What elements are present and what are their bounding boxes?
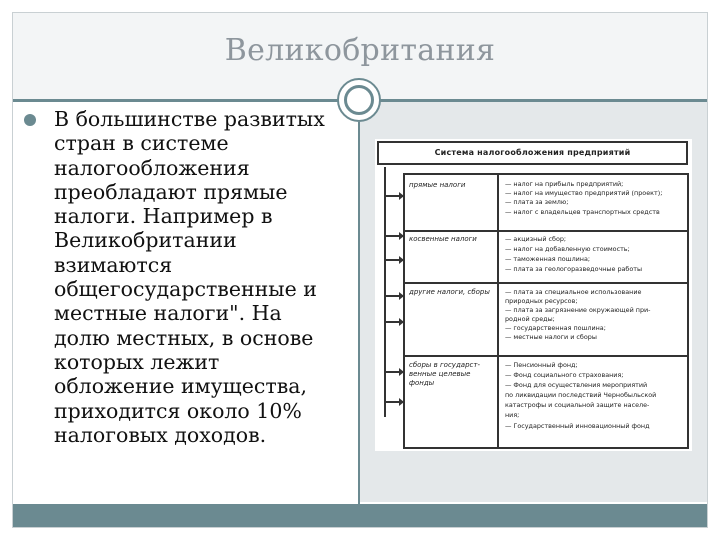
vertical-divider <box>358 122 360 505</box>
diagram-item: — таможенная пошлина; <box>505 255 591 263</box>
bullet-line: местные налоги". На <box>54 301 282 326</box>
diagram-item: — налог на добавленную стоимость; <box>505 245 630 253</box>
diagram-header <box>377 141 688 165</box>
diagram-item: — Пенсионный фонд; <box>505 361 578 369</box>
bullet-line: преобладают прямые <box>54 179 288 204</box>
diagram-arrow-icon <box>384 371 403 373</box>
bullet-line: взимаются <box>54 252 173 277</box>
diagram-item: — Государственный инновационный фонд <box>505 422 650 430</box>
bullet-line: стран в системе <box>54 131 229 156</box>
diagram-arrow-icon <box>384 401 403 403</box>
bullet-line: которых лежит <box>54 349 220 374</box>
diagram-item: — плата за геологоразведочные работы <box>505 265 643 273</box>
bullet-line: обложение имущества, <box>54 374 307 399</box>
diagram-arrow-icon <box>384 259 403 261</box>
bullet-line: Великобритании <box>54 228 237 253</box>
bullet-line: В большинстве развитых <box>54 107 325 131</box>
diagram-grid <box>403 173 689 449</box>
slide-title: Великобритания <box>224 33 496 68</box>
diagram-row-divider <box>405 282 687 284</box>
diagram-item: — налог на имущество предприятий (проект); <box>505 189 663 197</box>
diagram-item: природных ресурсов; <box>505 297 578 305</box>
diagram-category: косвенные налоги <box>409 235 477 243</box>
diagram-item: — налог с владельцев транспортных средств <box>505 208 660 216</box>
diagram-category: прямые налоги <box>409 181 466 189</box>
diagram-column-divider <box>497 175 499 447</box>
bullet-line: налогообложения <box>54 155 250 180</box>
diagram-arrow-icon <box>384 195 403 197</box>
bullet-line: налоги. Например в <box>54 204 273 229</box>
diagram-item: — акцизный сбор; <box>505 235 567 243</box>
diagram-item: ния; <box>505 411 520 419</box>
diagram-row-divider <box>405 230 687 232</box>
bullet-line: общегосударственные и <box>54 277 317 302</box>
diagram-item: катастрофы и социальной защите населе- <box>505 401 650 409</box>
bullet-dot-icon <box>24 114 36 126</box>
diagram-item: родной среды; <box>505 315 555 323</box>
diagram-arrow-icon <box>384 295 403 297</box>
bottom-band <box>13 504 707 527</box>
diagram-item: — плата за специальное использование <box>505 288 642 296</box>
diagram-arrow-icon <box>384 321 403 323</box>
diagram-item: — местные налоги и сборы <box>505 333 597 341</box>
diagram-item: — Фонд для осуществления мероприятий <box>505 381 648 389</box>
diagram-item: — налог на прибыль предприятий; <box>505 180 624 188</box>
diagram-category: сборы в государст- венные целевые фонды <box>409 361 480 387</box>
bullet-text <box>54 107 354 447</box>
diagram-item: — государственная пошлина; <box>505 324 606 332</box>
diagram-row-divider <box>405 355 687 357</box>
diagram-item: — Фонд социального страхования; <box>505 371 624 379</box>
diagram-arrow-icon <box>384 235 403 237</box>
diagram-header-text: Система налогообложения предприятий <box>434 148 631 157</box>
bullet-line: долю местных, в основе <box>54 325 314 350</box>
bullet-line: приходится около 10% <box>54 398 302 423</box>
diagram-item: — плата за землю; <box>505 198 569 206</box>
diagram-category: другие налоги, сборы <box>409 288 490 296</box>
diagram-item: по ликвидации последствий Чернобыльской <box>505 391 657 399</box>
tax-system-diagram <box>375 139 692 451</box>
diagram-item: — плата за загрязнение окружающей при- <box>505 306 651 314</box>
bullet-line: налоговых доходов. <box>54 422 267 447</box>
